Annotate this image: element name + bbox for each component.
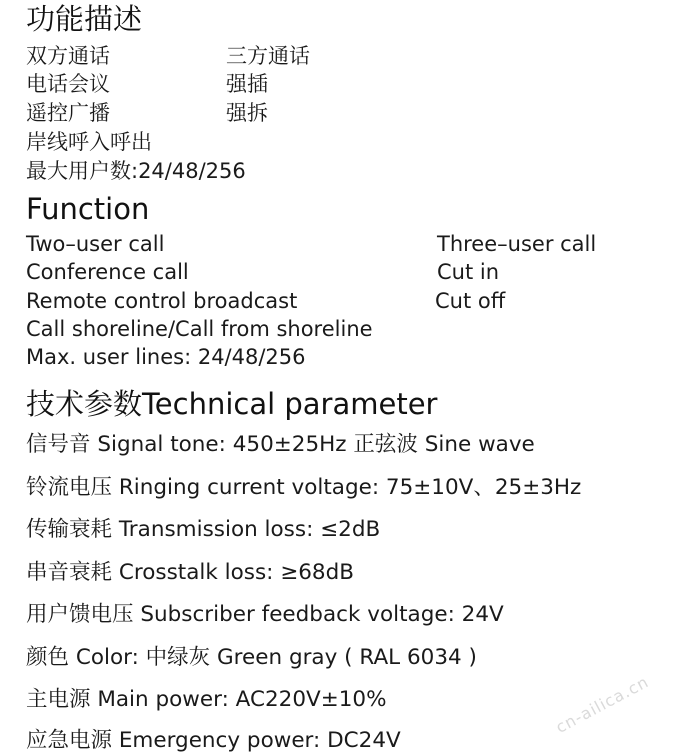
cn-function-row	[26, 157, 246, 185]
en-function-right: Cut off	[435, 289, 506, 313]
en-function-left: Max. user lines: 24/48/256	[26, 345, 306, 369]
en-function-left: Remote control broadcast	[26, 289, 298, 313]
cn-function-row	[26, 128, 152, 156]
en-function-row	[26, 343, 306, 371]
watermark: cn-ailica.cn	[552, 672, 652, 737]
tech-parameter-row: 颜色 Color: 中绿灰 Green gray ( RAL 6034 )	[26, 645, 477, 670]
cn-function-row	[26, 42, 310, 70]
cn-function-left: 岸线呼入呼出	[26, 130, 152, 154]
en-function-left: Conference call	[26, 260, 189, 284]
tech-parameter-row: 主电源 Main power: AC220V±10%	[26, 687, 387, 712]
tech-parameter-row: 串音衰耗 Crosstalk loss: ≥68dB	[26, 560, 355, 585]
tech-parameter-row: 传输衰耗 Transmission loss: ≤2dB	[26, 517, 381, 542]
tech-parameter-row: 信号音 Signal tone: 450±25Hz 正弦波 Sine wave	[26, 432, 535, 457]
cn-function-heading: 功能描述	[26, 2, 143, 36]
tech-parameter-row: 铃流电压 Ringing current voltage: 75±10V、25±3Hz	[26, 475, 582, 500]
en-function-row	[26, 287, 506, 315]
cn-function-left: 遥控广播	[26, 101, 110, 125]
tech-parameter-row: 应急电源 Emergency power: DC24V	[26, 728, 401, 753]
cn-function-row	[26, 99, 268, 127]
en-function-heading: Function	[26, 192, 150, 226]
tech-parameter-row: 用户馈电压 Subscriber feedback voltage: 24V	[26, 602, 504, 627]
cn-function-left: 最大用户数:24/48/256	[26, 159, 246, 183]
cn-function-row	[26, 70, 268, 98]
cn-function-right: 三方通话	[226, 44, 310, 68]
en-function-row	[26, 315, 373, 343]
en-function-right: Cut in	[437, 260, 500, 284]
cn-function-left: 双方通话	[26, 44, 110, 68]
en-function-left: Two–user call	[26, 232, 165, 256]
cn-function-right: 强拆	[226, 101, 268, 125]
en-function-row	[26, 258, 500, 286]
en-function-row	[26, 230, 597, 258]
cn-function-right: 强插	[226, 72, 268, 96]
cn-function-left: 电话会议	[26, 72, 110, 96]
en-function-left: Call shoreline/Call from shoreline	[26, 317, 373, 341]
en-function-right: Three–user call	[437, 232, 597, 256]
tech-parameter-heading: 技术参数Technical parameter	[26, 387, 438, 421]
